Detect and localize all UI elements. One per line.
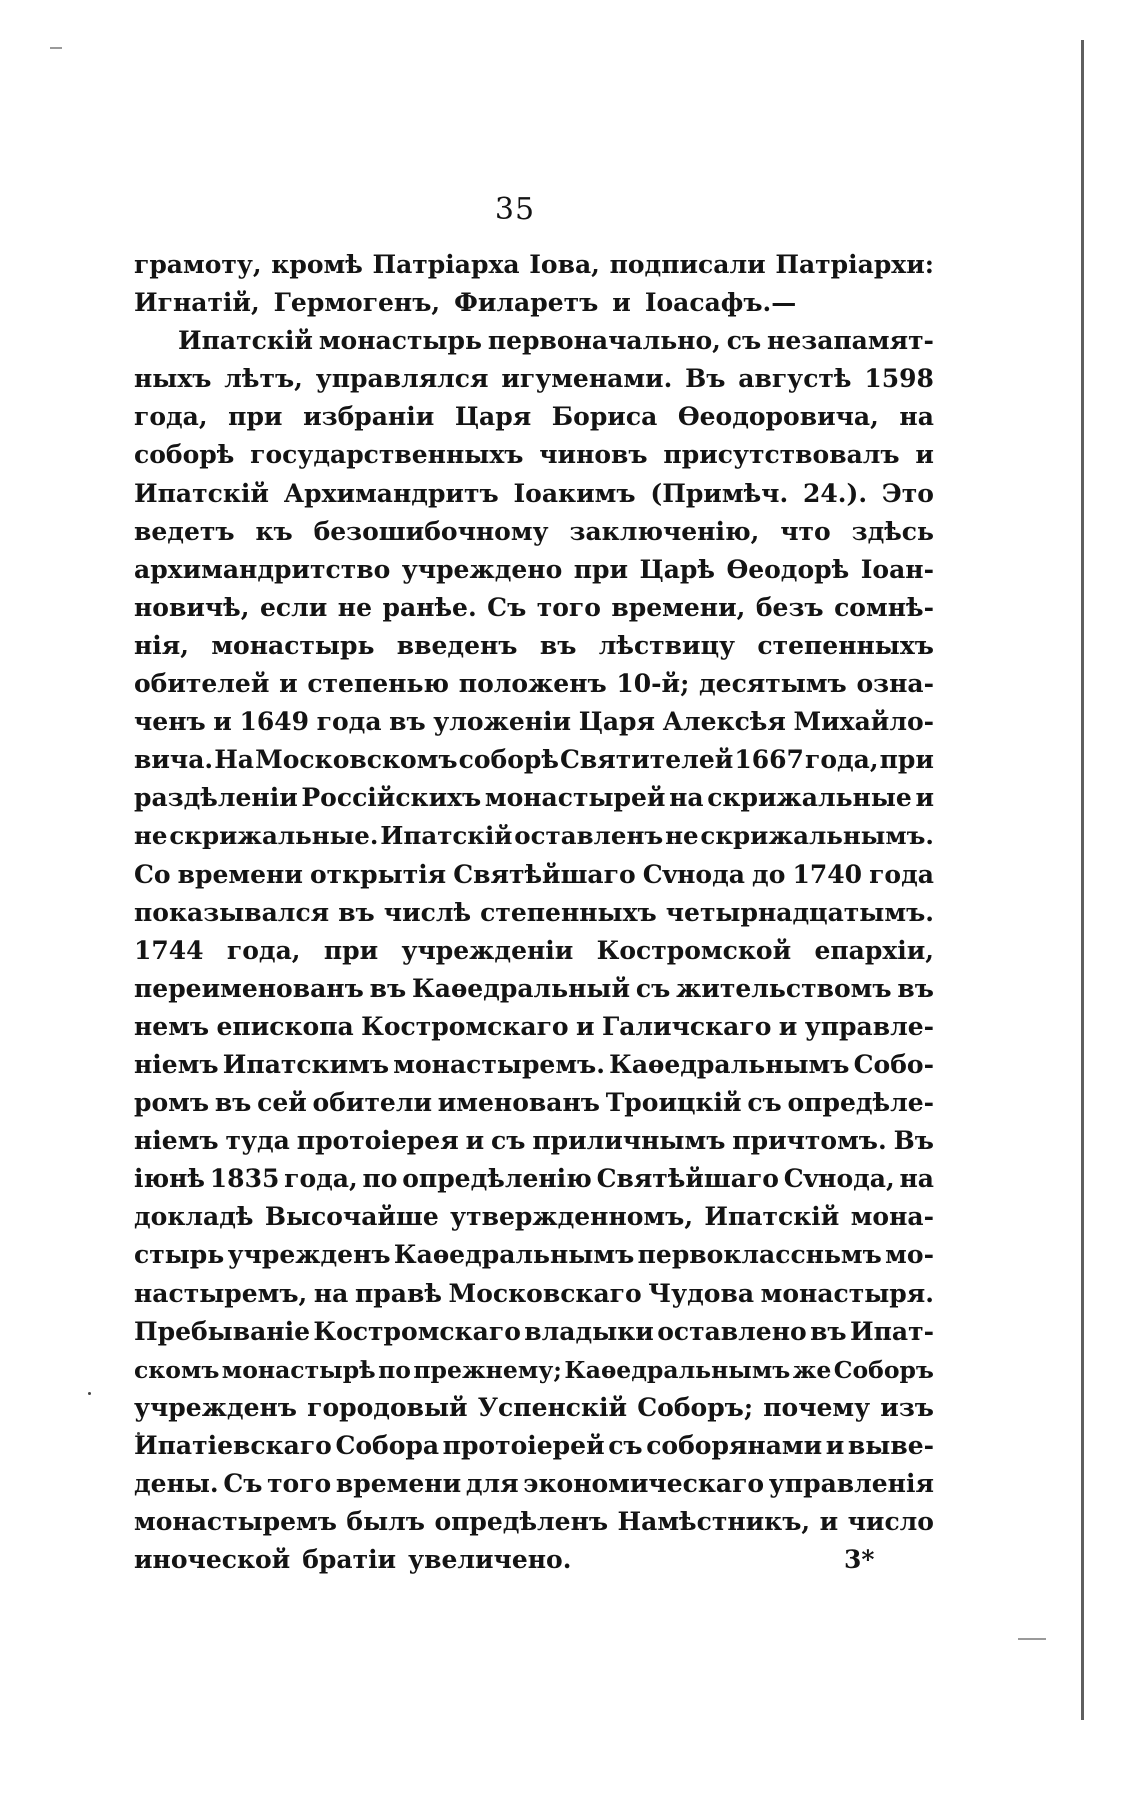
- text-line: [134, 1351, 934, 1389]
- word: монастыремъ: [134, 1507, 337, 1537]
- word: не: [665, 821, 699, 851]
- word: Патріарха: [372, 250, 520, 279]
- word: времени: [177, 859, 303, 889]
- text-line: [134, 1160, 934, 1198]
- word: Ипатскій: [134, 478, 269, 508]
- text-line: [134, 1465, 934, 1503]
- word: вича.: [134, 745, 214, 775]
- word: увеличено.: [408, 1545, 572, 1575]
- signature-mark: 3*: [844, 1545, 875, 1575]
- word: въ: [539, 630, 577, 660]
- word: по: [378, 1355, 411, 1384]
- word: Московскаго: [448, 1278, 642, 1308]
- word: былъ: [346, 1507, 425, 1537]
- word: первоначально,: [487, 326, 721, 356]
- text-line: [134, 703, 934, 741]
- word: уложеніи: [433, 707, 572, 737]
- text-line: [134, 1198, 934, 1236]
- word: приличнымъ: [532, 1126, 726, 1156]
- word: выве-: [847, 1430, 934, 1460]
- scan-speck: [88, 1392, 91, 1395]
- word: (Примѣч.: [650, 478, 789, 508]
- word: 1667: [734, 745, 804, 775]
- word: Іоан-: [860, 554, 934, 584]
- word: ніемъ: [134, 1126, 219, 1156]
- word: учреждено: [401, 554, 563, 584]
- word: соборянами: [646, 1430, 823, 1460]
- word: докладѣ: [134, 1202, 254, 1232]
- text-line: [134, 284, 934, 322]
- word: обители: [312, 1088, 433, 1118]
- word: Чудова: [648, 1278, 755, 1308]
- word: Царѣ: [639, 554, 715, 584]
- word: съ: [726, 326, 762, 356]
- word: чиновъ: [539, 440, 648, 470]
- word: скрижальнымъ.: [700, 821, 934, 851]
- word: сей: [257, 1088, 307, 1118]
- text-line: [134, 1008, 934, 1046]
- word: по: [362, 1164, 398, 1194]
- text-line: [134, 513, 934, 551]
- word: и: [825, 1430, 845, 1460]
- word: Ипатіевскаго: [134, 1430, 332, 1460]
- text-line: [134, 398, 934, 436]
- word: къ: [255, 516, 293, 546]
- word: времени: [335, 1469, 462, 1498]
- word: четырнадцатымъ.: [665, 897, 934, 927]
- text-line: [134, 741, 934, 779]
- text-line: [134, 589, 934, 627]
- word: Бориса: [551, 402, 658, 432]
- text-line: [134, 322, 934, 360]
- word: правѣ: [354, 1278, 442, 1308]
- word: монастырь: [318, 326, 482, 356]
- word: соборѣ: [458, 745, 559, 775]
- word: мона-: [850, 1202, 934, 1232]
- word: новичѣ,: [134, 592, 250, 622]
- text-line: [134, 1427, 934, 1465]
- word: причтомъ.: [732, 1126, 887, 1156]
- word: Архимандритъ: [283, 478, 499, 508]
- word: монастырь: [211, 630, 375, 660]
- word: если: [259, 592, 328, 622]
- word: Сvнода: [642, 859, 745, 889]
- word: Ѳеодоровича,: [677, 402, 879, 432]
- word: Царя: [454, 402, 532, 432]
- word: Намѣстникъ,: [617, 1507, 811, 1537]
- word: лѣствицу: [598, 630, 736, 660]
- word: Каѳедральнымъ: [564, 1355, 791, 1384]
- word: учрежденіи: [401, 935, 574, 965]
- word: озна-: [856, 669, 934, 699]
- word: числѣ: [383, 897, 472, 927]
- word: положенъ: [458, 669, 607, 699]
- word: епархіи,: [814, 935, 934, 965]
- word: на: [669, 783, 704, 813]
- word: Филаретъ: [454, 288, 599, 318]
- word: на: [899, 402, 934, 432]
- word: открытія: [309, 859, 447, 889]
- word: стырь: [134, 1240, 225, 1270]
- word: на: [899, 1164, 934, 1194]
- word: соборѣ: [134, 440, 235, 470]
- word: 1744: [134, 935, 204, 965]
- word: года: [316, 707, 382, 737]
- word: Россійскихъ: [301, 783, 482, 813]
- word: для: [465, 1469, 519, 1498]
- word: Патріархи:: [775, 250, 934, 279]
- word: прежнему;: [413, 1355, 562, 1384]
- word: въ: [338, 897, 375, 927]
- text-line: [134, 475, 934, 513]
- word: Троицкій: [605, 1088, 742, 1118]
- word: мо-: [885, 1240, 934, 1270]
- word: дены.: [134, 1469, 219, 1498]
- word: государственныхъ: [250, 440, 524, 470]
- word: лѣтъ,: [224, 364, 303, 394]
- text-line: [134, 1389, 934, 1427]
- word: при: [323, 935, 379, 965]
- word: монастыремъ.: [393, 1049, 605, 1079]
- word: года,: [134, 402, 208, 432]
- word: при: [573, 554, 629, 584]
- body-text: [134, 246, 934, 1579]
- word: и: [778, 1011, 798, 1041]
- text-line: [134, 1313, 934, 1351]
- word: переименованъ: [134, 973, 364, 1003]
- word: того: [536, 592, 601, 622]
- word: Ипатскій: [178, 326, 313, 356]
- scan-mark: [1018, 1638, 1046, 1640]
- word: Святителей: [560, 745, 734, 775]
- word: августѣ: [738, 364, 852, 394]
- word: изъ: [880, 1392, 934, 1422]
- word: Высочайше: [264, 1202, 439, 1232]
- text-line: [134, 932, 934, 970]
- word: монастырѣ: [221, 1355, 376, 1384]
- word: Іова,: [529, 250, 600, 279]
- word: игуменами.: [501, 364, 673, 394]
- word: Гермогенъ,: [273, 288, 441, 318]
- scan-page-edge: [1081, 40, 1084, 1720]
- word: оставлено: [657, 1316, 807, 1346]
- word: 10-й;: [616, 669, 690, 699]
- word: раздѣленіи: [134, 783, 298, 813]
- word: братіи: [302, 1545, 397, 1575]
- word: въ: [369, 973, 407, 1003]
- scan-mark: [50, 47, 62, 49]
- word: безъ: [755, 592, 824, 622]
- word: 24.).: [803, 478, 868, 508]
- word: нія,: [134, 630, 189, 660]
- word: въ: [810, 1316, 847, 1346]
- word: ченъ: [134, 707, 206, 737]
- word: учрежденъ: [227, 1240, 391, 1270]
- word: и: [279, 669, 298, 699]
- word: здѣсь: [851, 516, 934, 546]
- page-number: 35: [494, 192, 536, 227]
- word: съ: [491, 1126, 526, 1156]
- word: опредѣленію: [402, 1164, 592, 1194]
- word: Святѣйшаго: [453, 859, 636, 889]
- word: управле-: [804, 1011, 934, 1041]
- word: скрижальные: [707, 783, 912, 813]
- word: На: [214, 745, 255, 775]
- word: первоклассньмъ: [637, 1240, 882, 1270]
- word: незапамят-: [767, 326, 934, 356]
- word: городовый: [307, 1392, 468, 1422]
- word: присутствовалъ: [663, 440, 900, 470]
- word: кромѣ: [271, 250, 363, 279]
- word: и: [213, 707, 232, 737]
- word: съ: [635, 973, 671, 1003]
- word: экономическаго: [523, 1469, 765, 1498]
- word: архимандритство: [134, 554, 391, 584]
- word: епископа: [216, 1011, 354, 1041]
- word: протоіерей: [442, 1430, 605, 1460]
- word: ранѣе.: [382, 592, 477, 622]
- word: Это: [881, 478, 934, 508]
- word: при: [228, 402, 283, 432]
- text-line: [134, 665, 934, 703]
- word: оставленъ: [514, 821, 664, 851]
- word: число: [847, 1507, 934, 1537]
- word: иноческой: [134, 1545, 291, 1575]
- word: Каѳедральный: [412, 973, 631, 1003]
- word: безошибочному: [313, 516, 549, 546]
- word: Съ: [223, 1469, 263, 1498]
- text-line: [134, 970, 934, 1008]
- word: Костромскаго: [361, 1011, 569, 1041]
- word: скрижальные.: [169, 821, 379, 851]
- word: обителей: [134, 669, 270, 699]
- word: Соборъ;: [637, 1392, 754, 1422]
- word: грамоту,: [134, 250, 262, 279]
- word: 1649: [239, 707, 310, 737]
- word: года,: [226, 935, 301, 965]
- word: и: [612, 288, 631, 318]
- word: управлялся: [315, 364, 489, 394]
- word: Костромскаго: [313, 1316, 521, 1346]
- word: же: [792, 1355, 832, 1384]
- word: 1740: [792, 859, 863, 889]
- word: сомнѣ-: [834, 592, 934, 622]
- word: именованъ: [437, 1088, 600, 1118]
- text-line: [134, 1503, 934, 1541]
- word: ныхъ: [134, 364, 212, 394]
- word: ведетъ: [134, 516, 235, 546]
- word: времени,: [611, 592, 746, 622]
- word: Михайло-: [793, 707, 934, 737]
- text-line: [134, 894, 934, 932]
- word: опредѣленъ: [434, 1507, 609, 1537]
- word: года,: [805, 745, 879, 775]
- text-line: [134, 551, 934, 589]
- word: при: [879, 745, 934, 775]
- word: степенью: [307, 669, 450, 699]
- word: степенныхъ: [757, 630, 934, 660]
- word: Въ: [893, 1126, 934, 1156]
- word: учрежденъ: [134, 1392, 297, 1422]
- text-line: [134, 1122, 934, 1160]
- word: заключенію,: [569, 516, 760, 546]
- word: протоіерея: [296, 1126, 459, 1156]
- word: настыремъ,: [134, 1278, 308, 1308]
- text-line: [134, 1046, 934, 1084]
- word: іюнѣ: [134, 1164, 206, 1194]
- word: Каѳедральнымъ: [393, 1240, 635, 1270]
- word: Царя: [578, 707, 656, 737]
- word: Іоакимъ: [513, 478, 636, 508]
- word: и: [465, 1126, 485, 1156]
- word: Костромской: [596, 935, 792, 965]
- word: въ: [389, 707, 426, 737]
- word: Пребываніе: [134, 1316, 311, 1346]
- text-line: [134, 360, 934, 398]
- word: владыки: [524, 1316, 654, 1346]
- word: съ: [747, 1088, 782, 1118]
- word: до: [752, 859, 786, 889]
- word: что: [780, 516, 831, 546]
- word: не: [337, 592, 372, 622]
- word: 1835: [209, 1164, 280, 1194]
- word: Собора: [335, 1430, 440, 1460]
- word: почему: [763, 1392, 871, 1422]
- text-line: [134, 1275, 934, 1313]
- word: ніемъ: [134, 1049, 219, 1079]
- word: ромъ: [134, 1088, 210, 1118]
- text-line: [134, 856, 934, 894]
- word: монастырей: [484, 783, 666, 813]
- text-line: [134, 1084, 934, 1122]
- word: Ипатскій: [704, 1202, 840, 1232]
- word: Со: [134, 859, 171, 889]
- word: въ: [214, 1088, 252, 1118]
- word: туда: [225, 1126, 290, 1156]
- word: десятымъ: [699, 669, 847, 699]
- word: не: [134, 821, 168, 851]
- word: Ѳеодорѣ: [726, 554, 850, 584]
- word: и: [576, 1011, 595, 1041]
- word: съ: [608, 1430, 643, 1460]
- word: Успенскій: [477, 1392, 628, 1422]
- word: Ипатскій: [380, 821, 513, 851]
- word: Святѣйшаго: [596, 1164, 779, 1194]
- word: на: [313, 1278, 349, 1308]
- word: 1598: [864, 364, 934, 394]
- word: Съ: [487, 592, 527, 622]
- word: показывался: [134, 897, 330, 927]
- word: года,: [284, 1164, 358, 1194]
- word: скомъ: [134, 1355, 220, 1384]
- text-line: [134, 1541, 934, 1579]
- word: Собо-: [853, 1049, 934, 1079]
- word: утвержденномъ,: [450, 1202, 694, 1232]
- word: того: [267, 1469, 332, 1498]
- word: немъ: [134, 1011, 210, 1041]
- text-line: [134, 627, 934, 665]
- text-line: [134, 1236, 934, 1274]
- word: Соборъ: [833, 1355, 934, 1384]
- word: введенъ: [396, 630, 518, 660]
- text-line: [134, 246, 934, 284]
- word: управленія: [768, 1469, 934, 1498]
- word: Ипат-: [850, 1316, 934, 1346]
- word: Каѳедральнымъ: [609, 1049, 850, 1079]
- word: и: [915, 440, 934, 470]
- word: монастыря.: [760, 1278, 934, 1308]
- word: Алексѣя: [662, 707, 786, 737]
- word: жительствомъ: [676, 973, 892, 1003]
- word: избраніи: [303, 402, 435, 432]
- word: Въ: [685, 364, 726, 394]
- word: Галичскаго: [601, 1011, 772, 1041]
- word: Сvнода,: [783, 1164, 895, 1194]
- word: Московскомъ: [255, 745, 458, 775]
- word: Игнатій,: [134, 288, 260, 318]
- word: Іоасафъ.—: [644, 288, 797, 318]
- word: въ: [897, 973, 934, 1003]
- text-line: [134, 817, 934, 855]
- word: и: [819, 1507, 839, 1537]
- word: степенныхъ: [480, 897, 657, 927]
- word: Ипатскимъ: [222, 1049, 390, 1079]
- word: и: [915, 783, 934, 813]
- text-line: [134, 436, 934, 474]
- word: опредѣле-: [787, 1088, 934, 1118]
- text-line: [134, 779, 934, 817]
- word: подписали: [609, 250, 766, 279]
- word: года: [869, 859, 934, 889]
